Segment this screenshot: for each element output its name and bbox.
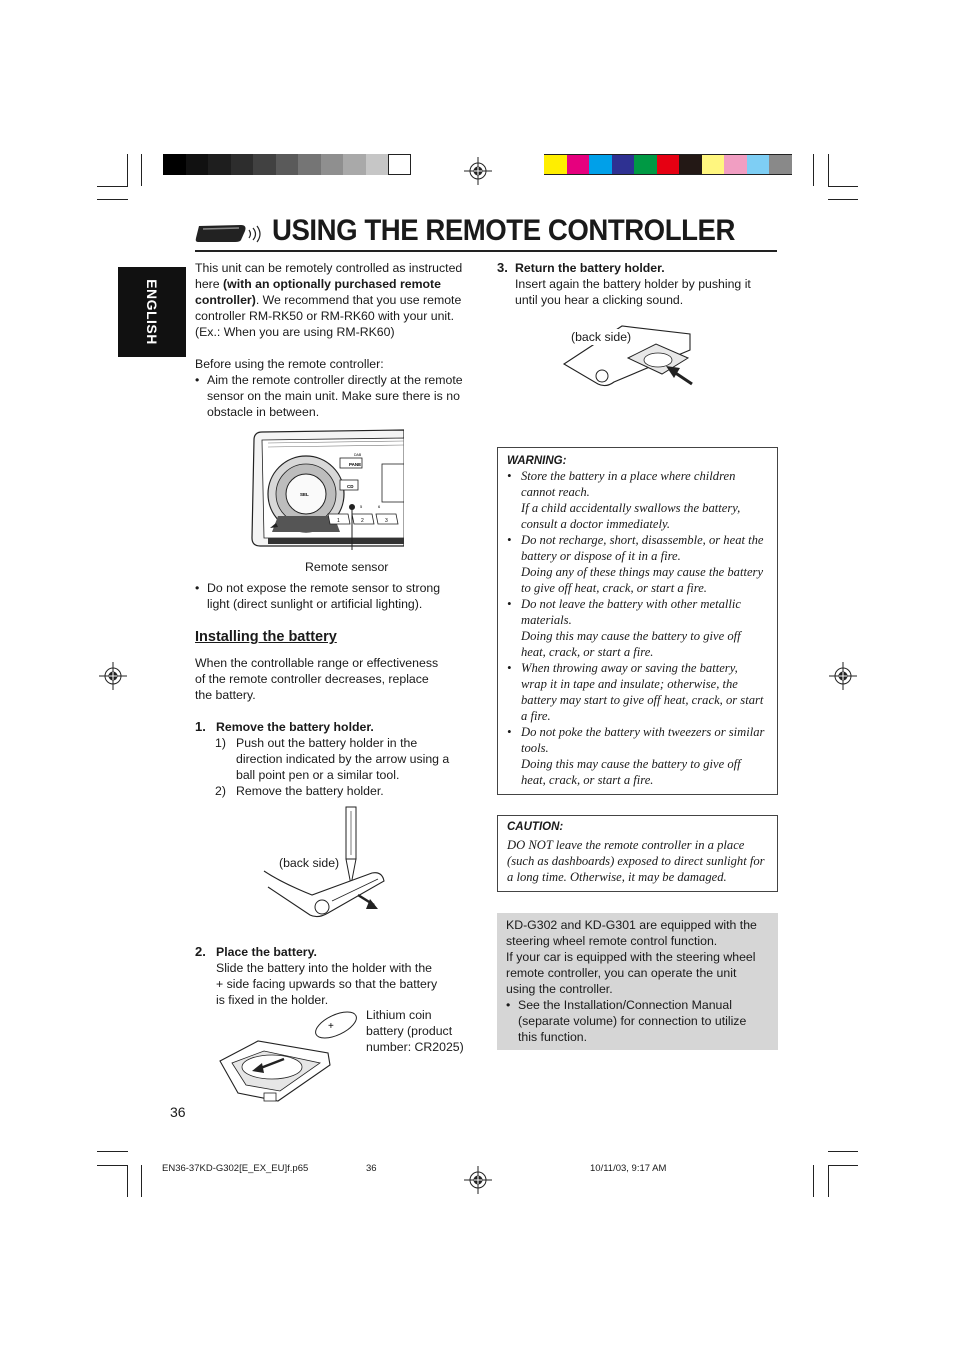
before-using-section [195,356,485,420]
color-swatch [634,154,657,175]
step-2 [195,944,485,1008]
text-span: battery may start to give off heat, crack, or start [521,693,764,707]
language-tab [118,267,186,357]
text-line: battery (product [366,1024,453,1038]
text-line: controller RM-RK50 or RM-RK60 with your unit. [195,309,454,323]
footer-page: 36 [366,1163,377,1174]
step-title: Remove the battery holder. [216,720,374,734]
gray-swatch [231,154,254,175]
text-line: remote controller, you can operate the unit [506,966,737,980]
warning-list [507,468,775,788]
text-span: Doing any of these things may cause the battery [521,565,764,579]
crop-mark [97,1165,128,1166]
color-swatch [769,154,792,175]
remote-controller-icon [195,222,263,244]
warning-text-line [507,548,775,564]
step-title: Place the battery. [216,945,317,959]
gray-swatch [388,154,411,175]
warning-text-line [507,644,775,660]
text-line: • See the Installation/Connection Manual [518,998,732,1012]
text-span: Doing this may cause the battery to give off [521,757,741,771]
text-span: If a child accidentally swallows the battery, [521,501,741,515]
bullet-marker: • [507,597,512,611]
warning-text-line [507,484,775,500]
text-span: here [195,277,224,291]
text-line: (separate volume) for connection to utilize [518,1014,747,1028]
text-line: direction indicated by the arrow using a [236,752,450,766]
dab-label: DAB [354,453,362,457]
caution-heading: CAUTION: [507,821,564,833]
step-number: 1. [195,719,206,734]
language-tab-label: ENGLISH [144,279,160,345]
back-side-label-2: (back side) [571,330,632,344]
step-2-text [195,960,485,1008]
color-swatch [544,154,567,175]
color-swatch [589,154,612,175]
bold-span: (with an optionally purchased remote [223,277,441,291]
main-unit-illustration [248,428,404,550]
text-span: tools. [521,741,549,755]
text-line: of the remote controller decreases, replace [195,672,429,686]
step-title: Return the battery holder. [515,261,665,275]
warning-box [497,447,778,795]
text-line: (Ex.: When you are using RM-RK60) [195,325,395,339]
color-swatch [657,154,680,175]
text-line: is fixed in the holder. [216,993,329,1007]
crop-mark [97,186,128,187]
step-number: 2. [195,944,206,959]
warning-text-line [507,500,775,516]
gray-swatch [321,154,344,175]
text-line [195,292,485,308]
preset-1-label: 1 [337,518,340,524]
text-line: number: CR2025) [366,1040,464,1054]
warning-text-line [507,676,775,692]
text-line: This unit can be remotely controlled as instructed [195,261,463,275]
back-side-label-1: (back side) [279,856,340,870]
crop-mark [828,186,858,187]
pane-label: PANE [349,462,362,467]
crop-mark [127,154,128,186]
footer-date: 10/11/03, 9:17 AM [590,1163,667,1174]
steering-remote-note [497,913,778,1050]
color-swatch [724,154,747,175]
text-line: obstacle in between. [207,405,320,419]
warning-text-line [507,564,775,580]
text-line: When the controllable range or effectiveness [195,656,439,670]
warning-text-line [507,612,775,628]
step-1-sub-1 [195,735,485,783]
crop-mark [828,1165,858,1166]
step-3-title-row [497,260,787,276]
text-line: steering wheel remote control function. [506,934,718,948]
bold-span: controller) [195,293,256,307]
text-line: until you hear a clicking sound. [515,293,684,307]
registration-mark-icon [464,157,492,185]
warning-text-line [507,628,775,644]
step-number: 3. [497,260,508,275]
registration-mark-icon [99,662,127,690]
crop-mark [813,154,814,186]
crop-mark [97,1151,128,1152]
warning-text-line [507,756,775,772]
remote-sensor-label: Remote sensor [305,560,389,574]
crop-mark [141,154,142,186]
gray-swatch [276,154,299,175]
gray-swatch [186,154,209,175]
text-line: Slide the battery into the holder with the [216,961,433,975]
gray-swatch [298,154,321,175]
bullet-marker: • [507,533,512,547]
page-number: 36 [170,1104,186,1120]
text-line: + side facing upwards so that the battery [216,977,438,991]
text-line: Lithium coin [366,1008,432,1022]
cd-label: CD [347,484,354,489]
sel-label: SEL [300,492,309,497]
preset-3-label: 3 [385,518,388,524]
gray-swatch [163,154,186,175]
crop-mark [828,1151,858,1152]
text-span: . We recommend that you use remote [255,293,462,307]
step-3 [497,260,787,308]
bullet-marker: • [507,725,512,739]
text-span: battery or dispose of it in a fire. [521,549,681,563]
step-1 [195,719,485,799]
bullet-item [506,997,769,1045]
warning-text-line [507,516,775,532]
crop-mark [828,199,858,200]
text-span: cannot reach. [521,485,590,499]
registration-mark-icon [464,1166,492,1194]
step-1-title-row [195,719,485,735]
before-heading: Before using the remote controller: [195,357,384,371]
warning-bullet-line [507,532,775,548]
text-line: • Aim the remote controller directly at the remote [207,373,463,387]
intro-paragraph [195,260,485,340]
crop-mark [127,1165,128,1197]
text-span: Doing this may cause the battery to give off [521,629,741,643]
warning-text-line [507,772,775,788]
text-span: to give off heat, crack, or start a fire. [521,581,707,595]
svg-text:+: + [328,1021,334,1032]
bullet-marker: • [507,469,512,483]
text-span: When throwing away or saving the battery, [521,661,738,675]
preset-6-label: 6 [378,504,381,509]
color-swatch [567,154,590,175]
lithium-battery-label [366,1007,464,1055]
color-swatch [612,154,635,175]
registration-mark-icon [829,662,857,690]
text-line: DO NOT leave the remote controller in a place [507,838,745,852]
color-swatch [702,154,725,175]
warning-text-line [507,708,775,724]
text-span: heat, crack, or start a fire. [521,645,654,659]
crop-mark [141,1165,142,1197]
crop-mark [813,1165,814,1197]
footer-filename: EN36-37KD-G302[E_EX_EU]f.p65 [162,1163,309,1174]
warning-bullet-line [507,468,775,484]
warning-heading: WARNING: [507,455,567,467]
text-line: Insert again the battery holder by pushing it [515,277,751,291]
sub-number: 1) [215,736,226,750]
place-battery-illustration [218,1003,368,1103]
crop-mark [828,154,829,186]
text-line: KD-G302 and KD-G301 are equipped with the [506,918,757,932]
warning-text-line [507,692,775,708]
warning-text-line [507,740,775,756]
text-line: Push out the battery holder in the [236,736,418,750]
step-2-title-row [195,944,485,960]
crop-mark [97,199,128,200]
text-span: a fire. [521,709,551,723]
text-line: (such as dashboards) exposed to direct sunlight for [507,854,765,868]
text-span: Do not leave the battery with other metallic [521,597,741,611]
warning-bullet-line [507,660,775,676]
text-line: sensor on the main unit. Make sure there is no [207,389,460,403]
text-line: using the controller. [506,982,613,996]
text-span: materials. [521,613,572,627]
before-using-bullet-2 [195,580,485,612]
text-span: wrap it in tape and insulate; otherwise, the [521,677,738,691]
step-1-sub-2 [195,783,485,799]
installing-battery-heading: Installing the battery [195,629,337,645]
text-line: • Do not expose the remote sensor to strong [207,581,441,595]
warning-bullet-line [507,724,775,740]
crop-mark [828,1165,829,1197]
bullet-item [195,580,485,612]
text-line: light (direct sunlight or artificial lighting). [207,597,423,611]
sub-number: 2) [215,784,226,798]
gray-swatch [208,154,231,175]
caution-box [497,815,778,892]
text-span: consult a doctor immediately. [521,517,671,531]
caution-text [507,837,775,885]
preset-2-label: 2 [361,518,364,524]
step-3-text [497,276,787,308]
text-line: a long time. Otherwise, it may be damaged. [507,870,727,884]
text-line: the battery. [195,688,256,702]
text-line: this function. [518,1030,588,1044]
text-span: Do not recharge, short, disassemble, or heat the [521,533,764,547]
gray-swatch [366,154,389,175]
warning-bullet-line [507,596,775,612]
warning-text-line [507,580,775,596]
text-line [195,276,485,292]
text-line: If your car is equipped with the steering wheel [506,950,756,964]
page-title: USING THE REMOTE CONTROLLER [272,214,735,247]
bullet-marker: • [507,661,512,675]
color-swatch [679,154,702,175]
gray-swatch [343,154,366,175]
text-line: Remove the battery holder. [236,784,384,798]
text-line: ball point pen or a similar tool. [236,768,400,782]
text-span: Store the battery in a place where children [521,469,736,483]
gray-swatch [253,154,276,175]
preset-5-label: 5 [360,504,363,509]
text-span: Do not poke the battery with tweezers or similar [521,725,765,739]
text-span: heat, crack, or start a fire. [521,773,654,787]
title-rule [195,250,777,252]
install-intro [195,655,485,703]
bullet-item [195,372,485,420]
color-swatch [747,154,770,175]
